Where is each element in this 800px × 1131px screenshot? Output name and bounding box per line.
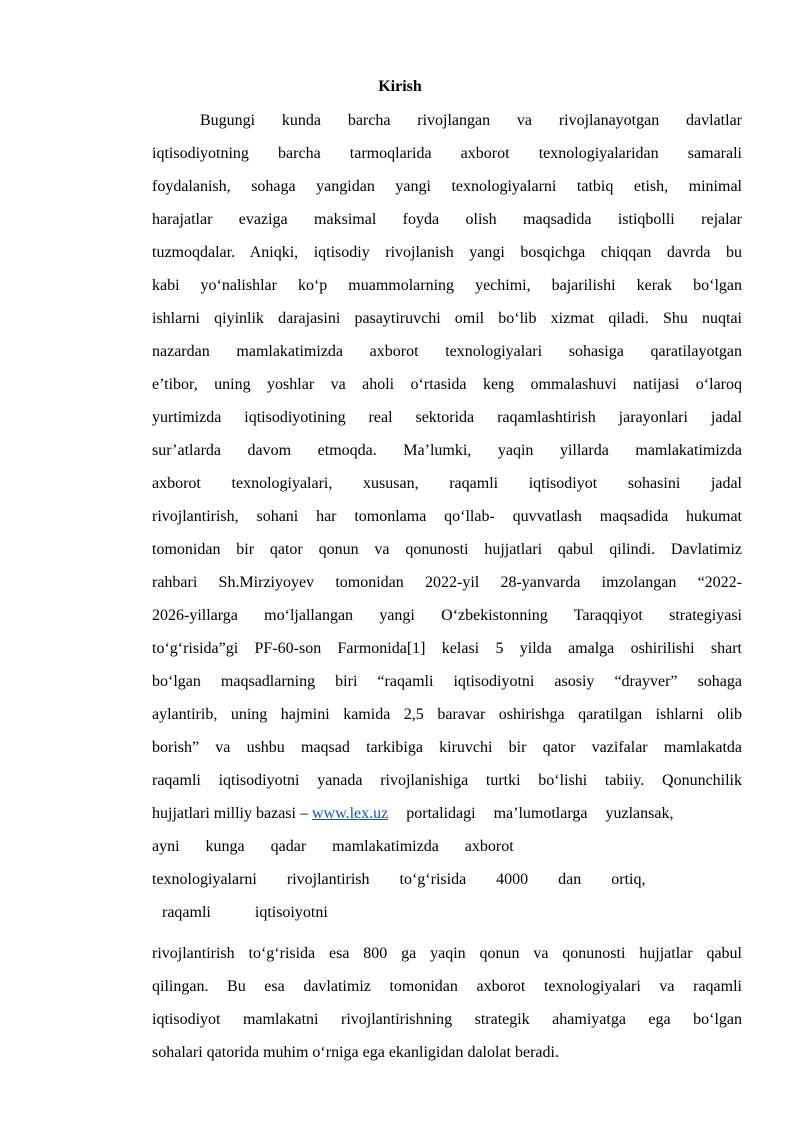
- paragraph-line: iqtisodiyot mamlakatni rivojlantirishning strategik ahamiyatga ega bo‘lgan: [152, 1011, 742, 1028]
- paragraph-line: qilingan. Bu esa davlatimiz tomonidan axborot texnologiyalari va raqamli: [152, 978, 742, 995]
- paragraph-line: rahbari Sh.Mirziyoyev tomonidan 2022-yil 28-yanvarda imzolangan “2022-: [152, 574, 742, 591]
- paragraph-line: kabi yo‘nalishlar ko‘p muammolarning yechimi, bajarilishi kerak bo‘lgan: [152, 277, 742, 294]
- paragraph-line: rivojlantirish to‘g‘risida esa 800 ga yaqin qonun va qonunosti hujjatlar qabul: [152, 945, 742, 962]
- paragraph-line: ishlarni qiyinlik darajasini pasaytiruvchi omil bo‘lib xizmat qiladi. Shu nuqtai: [152, 310, 742, 327]
- paragraph-line: bo‘lgan maqsadlarning biri “raqamli iqtisodiyotni asosiy “drayver” sohaga: [152, 673, 742, 690]
- page-title: Kirish: [378, 78, 422, 95]
- paragraph-line: harajatlar evaziga maksimal foyda olish maqsadida istiqbolli rejalar: [152, 211, 742, 228]
- paragraph-line: borish” va ushbu maqsad tarkibiga kiruvchi bir qator vazifalar mamlakatda: [152, 739, 742, 756]
- paragraph-line: raqamli iqtisodiyotni yanada rivojlanishiga turtki bo‘lishi tabiiy. Qonunchilik: [152, 772, 742, 789]
- paragraph-line-with-link: [152, 803, 742, 825]
- link-line-before: hujjatlari milliy bazasi –: [152, 805, 312, 822]
- paragraph-line: aylantirib, uning hajmini kamida 2,5 baravar oshirishga qaratilgan ishlarni olib: [152, 706, 742, 723]
- paragraph-line: sohalari qatorida muhim o‘rniga ega ekanligidan dalolat beradi.: [152, 1044, 559, 1061]
- paragraph-line: yurtimizda iqtisodiyotining real sektorida raqamlashtirish jarayonlari jadal: [152, 409, 742, 426]
- paragraph-line: iqtisodiyotning barcha tarmoqlarida axborot texnologiyalaridan samarali: [152, 145, 742, 162]
- paragraph-line: 2026-yillarga mo‘ljallangan yangi O‘zbekistonning Taraqqiyot strategiyasi: [152, 607, 742, 624]
- paragraph-line: tomonidan bir qator qonun va qonunosti hujjatlari qabul qilindi. Davlatimiz: [152, 541, 742, 558]
- paragraph-line: foydalanish, sohaga yangidan yangi texnologiyalarni tatbiq etish, minimal: [152, 178, 742, 195]
- paragraph-line: rivojlantirish, sohani har tomonlama qo‘llab- quvvatlash maqsadida hukumat: [152, 508, 742, 525]
- paragraph-line: axborot texnologiyalari, xususan, raqamli iqtisodiyot sohasini jadal: [152, 475, 742, 492]
- lex-uz-link[interactable]: www.lex.uz: [311, 805, 389, 822]
- paragraph-line: to‘g‘risida”gi PF-60-son Farmonida[1] kelasi 5 yilda amalga oshirilishi shart: [152, 640, 742, 657]
- paragraph-line: texnologiyalarni rivojlantirish to‘g‘risida 4000 dan ortiq,: [152, 871, 646, 888]
- paragraph-line: sur’atlarda davom etmoqda. Ma’lumki, yaqin yillarda mamlakatimizda: [152, 442, 742, 459]
- paragraph-line: nazardan mamlakatimizda axborot texnologiyalari sohasiga qaratilayotgan: [152, 343, 742, 360]
- paragraph-line: Bugungi kunda barcha rivojlangan va rivojlanayotgan davlatlar: [200, 112, 742, 129]
- link-line-after: portalidagi ma’lumotlarga yuzlansak,: [388, 805, 674, 822]
- paragraph-line: e’tibor, uning yoshlar va aholi o‘rtasida keng ommalashuvi natijasi o‘laroq: [152, 376, 742, 393]
- paragraph-line: tuzmoqdalar. Aniqki, iqtisodiy rivojlanish yangi bosqichga chiqqan davrda bu: [152, 244, 742, 261]
- paragraph-line: ayni kunga qadar mamlakatimizda axborot: [152, 838, 514, 855]
- paragraph-line: raqamli iqtisoiyotni: [162, 904, 328, 921]
